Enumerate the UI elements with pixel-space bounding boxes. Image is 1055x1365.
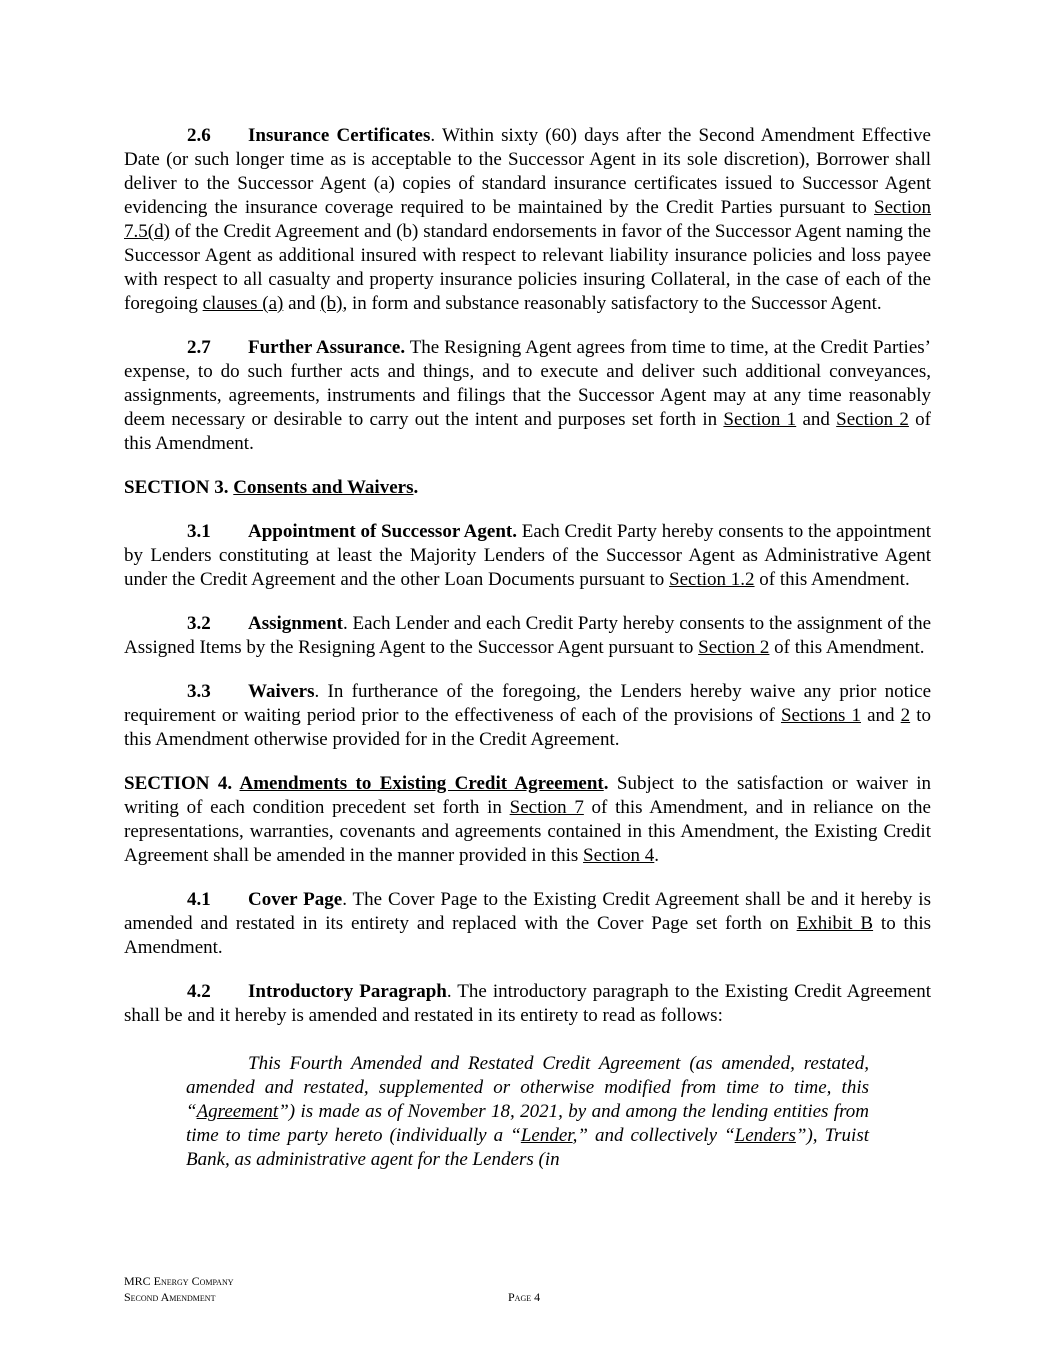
quote-text: This Fourth Amended and Restated Credit Agreement (as amended, restated, amended and restated, supplemented or otherwise modified from time to time, this “ (186, 1053, 869, 1122)
paragraph-text: of this Amendment. (124, 409, 932, 454)
defined-term: Lenders (734, 1125, 796, 1146)
cross-reference: Sections 1 (780, 705, 861, 726)
paragraph-text: . In furtherance of the foregoing, the Lenders hereby waive any prior notice requirement or waiting period prior to the effectiveness of each of the provisions of (124, 681, 931, 726)
quoted-introductory-paragraph (186, 1052, 869, 1172)
paragraph-text: Each Credit Party hereby consents to the appointment by Lenders constituting at least the Majority Lenders of the Successor Agent as Administrative Agent under the Credit Agreement and the other Loan Documents pursuant to (124, 521, 931, 590)
paragraph-3-3 (124, 680, 931, 752)
paragraph-text: , in form and substance reasonably satisfactory to the Successor Agent. (342, 293, 882, 314)
section-number: 3.3 (187, 681, 211, 702)
document-body (124, 124, 931, 1172)
paragraph-text: . Each Lender and each Credit Party hereby consents to the assignment of the Assigned Items by the Resigning Agent to the Successor Agent pursuant to (124, 613, 931, 658)
section-number: 2.6 (187, 125, 211, 146)
section-title: Amendments to Existing Credit Agreement (239, 773, 604, 794)
section-number: 4.1 (187, 889, 211, 910)
paragraph-4-2 (124, 980, 931, 1028)
paragraph-text: . (654, 845, 660, 866)
page-footer (124, 1273, 931, 1305)
paragraph-text: Subject to the satisfaction or waiver in writing of each condition precedent set forth in (124, 773, 931, 818)
defined-term: Agreement (196, 1101, 279, 1122)
paragraph-text: . The introductory paragraph to the Existing Credit Agreement shall be and it hereby is amended and restated in its entirety to read as follows: (124, 981, 932, 1026)
quote-text: ”) is made as of November 18, 2021, by and among the lending entities from time to time party hereto (individually a “ (186, 1101, 869, 1146)
section-heading: Cover Page (248, 889, 343, 910)
cross-reference: Section 2 (698, 637, 770, 658)
section-title-end: . (413, 477, 419, 498)
section-heading: Introductory Paragraph (248, 981, 447, 1002)
section-number: 2.7 (187, 337, 211, 358)
paragraph-text: of the Credit Agreement and (b) standard endorsements in favor of the Successor Agent naming the Successor Agent as additional insured with respect to relevant liability insurance policies and loss payee with respect to all casualty and property insurance policies insuring Collateral, in the case of each of the foregoing (124, 221, 931, 314)
cross-reference: Section 1 (723, 409, 797, 430)
paragraph-text: and (796, 409, 837, 430)
section-heading: Insurance Certificates (248, 125, 431, 146)
section-3-heading (124, 476, 931, 500)
cross-reference: clauses (a) (202, 293, 284, 314)
paragraph-2-6 (124, 124, 931, 316)
section-heading: Appointment of Successor Agent. (248, 521, 517, 542)
paragraph-4-1 (124, 888, 931, 960)
section-number: 3.1 (187, 521, 211, 542)
paragraph-text: of this Amendment, and in reliance on the representations, warranties, covenants and agreements contained in this Amendment, the Existing Credit Agreement shall be amended in the manner provided in this (124, 797, 931, 866)
section-heading: Further Assurance. (248, 337, 406, 358)
paragraph-text: of this Amendment. (754, 569, 910, 590)
cross-reference: Section 7 (509, 797, 584, 818)
paragraph-text: to this Amendment otherwise provided for in the Credit Agreement. (124, 705, 932, 750)
cross-reference: Section 2 (836, 409, 909, 430)
section-label: SECTION 4. (124, 773, 240, 794)
section-heading: Assignment (248, 613, 344, 634)
paragraph-text: . Within sixty (60) days after the Second Amendment Effective Date (or such longer time as is acceptable to the Successor Agent in its sole discretion), Borrower shall deliver to the Successor Agent (a) copies of standard insurance certificates issued to Successor Agent evidencing the insurance coverage required to be maintained by the Credit Parties pursuant to (124, 125, 931, 218)
cross-reference: Section 4 (583, 845, 655, 866)
paragraph-text: and (283, 293, 321, 314)
quote-text: ,” and collectively “ (572, 1125, 735, 1146)
paragraph-text: of this Amendment. (769, 637, 925, 658)
cross-reference: Section 7.5(d) (124, 197, 931, 242)
section-number: 3.2 (187, 613, 211, 634)
defined-term: Lender (520, 1125, 573, 1146)
section-title-end: . (603, 773, 609, 794)
paragraph-2-7 (124, 336, 931, 456)
paragraph-text: and (860, 705, 901, 726)
section-title: Consents and Waivers (233, 477, 414, 498)
cross-reference: 2 (900, 705, 911, 726)
footer-page-number: Page 4 (508, 1290, 541, 1304)
paragraph-3-1 (124, 520, 931, 592)
section-4-paragraph (124, 772, 931, 868)
section-number: 4.2 (187, 981, 211, 1002)
cross-reference: Section 1.2 (669, 569, 755, 590)
quote-text: ”), Truist Bank, as administrative agent for the Lenders (in (186, 1125, 869, 1170)
cross-reference: Exhibit B (796, 913, 874, 934)
paragraph-text: to this Amendment. (124, 913, 931, 958)
paragraph-text: . The Cover Page to the Existing Credit Agreement shall be and it hereby is amended and restated in its entirety and replaced with the Cover Page set forth on (124, 889, 931, 934)
paragraph-text: The Resigning Agent agrees from time to time, at the Credit Parties’ expense, to do such further acts and things, and to execute and deliver such additional conveyances, assignments, agreements, instruments and filings that the Successor Agent may at any time reasonably deem necessary or desirable to carry out the intent and purposes set forth in (124, 337, 931, 430)
footer-company: MRC Energy Company (124, 1274, 234, 1288)
cross-reference: (b) (320, 293, 343, 314)
footer-document-name: Second Amendment (124, 1290, 216, 1304)
section-label: SECTION 3. (124, 477, 234, 498)
paragraph-3-2 (124, 612, 931, 660)
section-heading: Waivers (248, 681, 315, 702)
